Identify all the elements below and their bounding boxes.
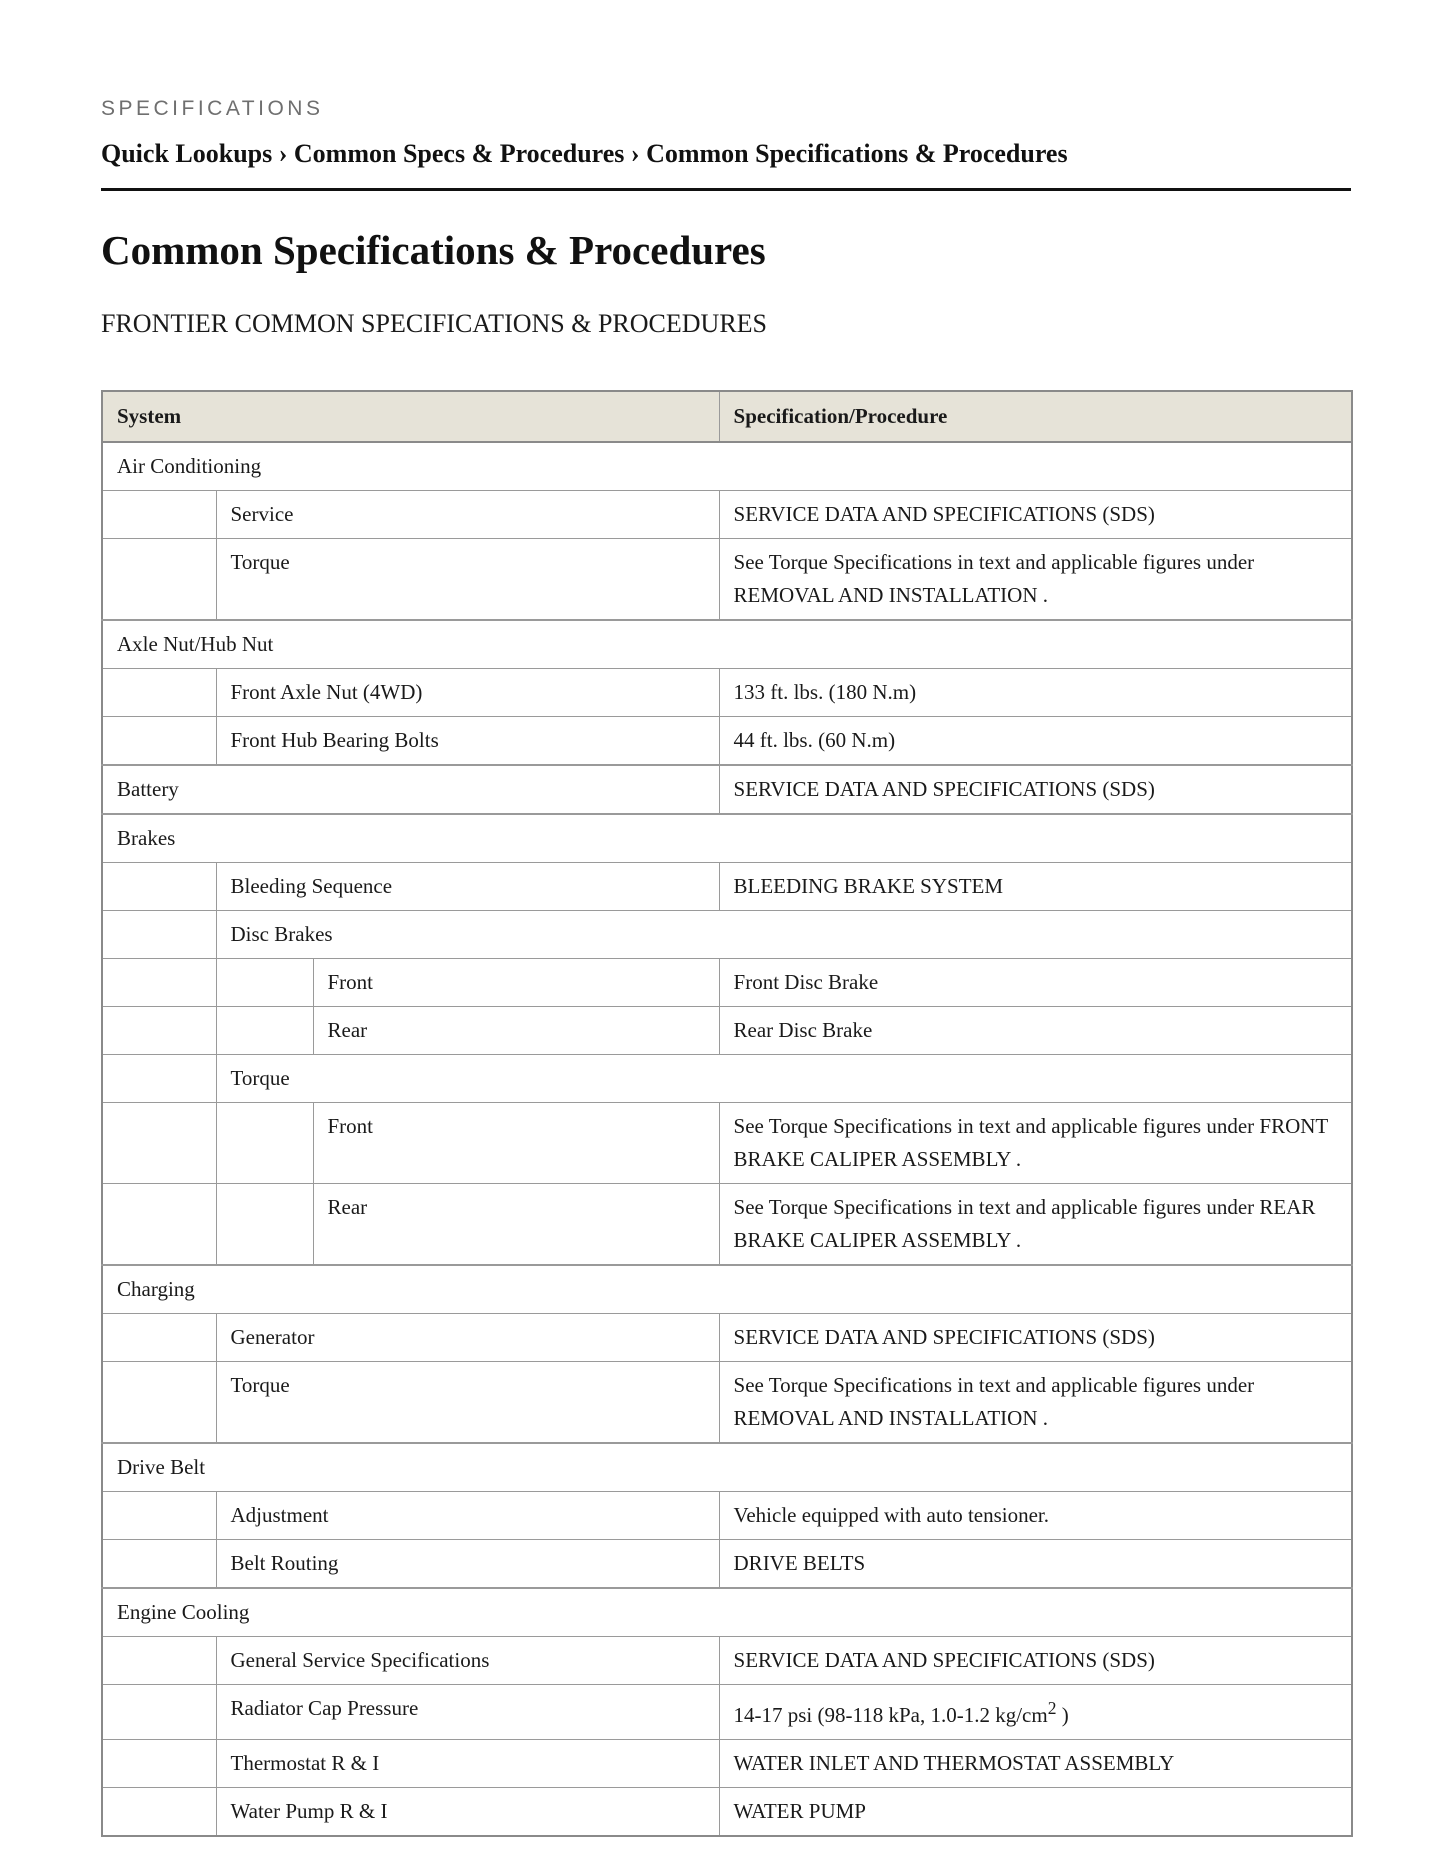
spec-cell: See Torque Specifications in text and applicable figures under REMOVAL AND INSTALLATION .	[719, 539, 1352, 621]
spec-cell	[719, 1685, 1352, 1740]
system-cell: Battery	[102, 765, 719, 814]
table-row-group	[102, 814, 1352, 863]
table-row	[102, 1314, 1352, 1362]
spec-cell: SERVICE DATA AND SPECIFICATIONS (SDS)	[719, 765, 1352, 814]
table-row	[102, 1103, 1352, 1184]
indent-cell	[102, 717, 216, 766]
table-row	[102, 959, 1352, 1007]
indent-cell	[102, 1637, 216, 1685]
table-row	[102, 1540, 1352, 1589]
system-cell: Engine Cooling	[102, 1588, 1352, 1637]
indent-cell	[102, 911, 216, 959]
page-title: Common Specifications & Procedures	[101, 227, 766, 273]
table-row	[102, 911, 1352, 959]
spec-cell: See Torque Specifications in text and applicable figures under FRONT BRAKE CALIPER ASSEMBLY .	[719, 1103, 1352, 1184]
indent-cell	[102, 959, 216, 1007]
spec-cell: WATER INLET AND THERMOSTAT ASSEMBLY	[719, 1740, 1352, 1788]
section-kicker: SPECIFICATIONS	[101, 97, 324, 120]
subsystem-cell: Belt Routing	[216, 1540, 719, 1589]
indent-cell	[102, 1314, 216, 1362]
component-cell: Front	[313, 1103, 719, 1184]
column-header-specification: Specification/Procedure	[719, 391, 1352, 442]
table-row-group	[102, 1443, 1352, 1492]
table-row	[102, 1492, 1352, 1540]
spec-cell: Vehicle equipped with auto tensioner.	[719, 1492, 1352, 1540]
spec-cell: See Torque Specifications in text and applicable figures under REMOVAL AND INSTALLATION .	[719, 1362, 1352, 1444]
spec-cell: SERVICE DATA AND SPECIFICATIONS (SDS)	[719, 1637, 1352, 1685]
table-row	[102, 1685, 1352, 1740]
subsystem-cell: Torque	[216, 1362, 719, 1444]
table-row	[102, 491, 1352, 539]
spec-cell: WATER PUMP	[719, 1788, 1352, 1837]
spec-cell: 133 ft. lbs. (180 N.m)	[719, 669, 1352, 717]
page-subtitle: FRONTIER COMMON SPECIFICATIONS & PROCEDURES	[101, 309, 767, 338]
table-row-group	[102, 765, 1352, 814]
system-cell: Brakes	[102, 814, 1352, 863]
subsystem-cell: Torque	[216, 1055, 1352, 1103]
indent-cell	[216, 1184, 313, 1266]
indent-cell	[102, 1184, 216, 1266]
indent-cell	[216, 1103, 313, 1184]
column-header-system: System	[102, 391, 719, 442]
spec-cell: SERVICE DATA AND SPECIFICATIONS (SDS)	[719, 1314, 1352, 1362]
spec-cell: See Torque Specifications in text and applicable figures under REAR BRAKE CALIPER ASSEMBLY .	[719, 1184, 1352, 1266]
table-row	[102, 1055, 1352, 1103]
subsystem-cell: Radiator Cap Pressure	[216, 1685, 719, 1740]
table-row	[102, 1637, 1352, 1685]
indent-cell	[102, 1362, 216, 1444]
superscript: 2	[1047, 1698, 1057, 1718]
specifications-table	[101, 390, 1353, 1837]
table-row	[102, 1362, 1352, 1444]
subsystem-cell: Disc Brakes	[216, 911, 1352, 959]
header-divider	[101, 188, 1351, 191]
spec-text: 14-17 psi (98-118 kPa, 1.0-1.2 kg/cm	[733, 1703, 1048, 1727]
table-row	[102, 717, 1352, 766]
indent-cell	[102, 491, 216, 539]
subsystem-cell: Service	[216, 491, 719, 539]
indent-cell	[102, 1685, 216, 1740]
table-row-group	[102, 442, 1352, 491]
indent-cell	[102, 1055, 216, 1103]
indent-cell	[216, 1007, 313, 1055]
indent-cell	[102, 539, 216, 621]
system-cell: Drive Belt	[102, 1443, 1352, 1492]
subsystem-cell: Thermostat R & I	[216, 1740, 719, 1788]
system-cell: Axle Nut/Hub Nut	[102, 620, 1352, 669]
indent-cell	[102, 863, 216, 911]
system-cell: Air Conditioning	[102, 442, 1352, 491]
spec-cell: BLEEDING BRAKE SYSTEM	[719, 863, 1352, 911]
table-row-group	[102, 1265, 1352, 1314]
table-row-group	[102, 1588, 1352, 1637]
spec-cell: 44 ft. lbs. (60 N.m)	[719, 717, 1352, 766]
component-cell: Rear	[313, 1184, 719, 1266]
table-row	[102, 1740, 1352, 1788]
subsystem-cell: Front Hub Bearing Bolts	[216, 717, 719, 766]
indent-cell	[102, 1492, 216, 1540]
subsystem-cell: Front Axle Nut (4WD)	[216, 669, 719, 717]
spec-cell: Rear Disc Brake	[719, 1007, 1352, 1055]
indent-cell	[102, 1103, 216, 1184]
subsystem-cell: Bleeding Sequence	[216, 863, 719, 911]
table-row	[102, 1788, 1352, 1837]
component-cell: Front	[313, 959, 719, 1007]
indent-cell	[102, 1740, 216, 1788]
subsystem-cell: Water Pump R & I	[216, 1788, 719, 1837]
component-cell: Rear	[313, 1007, 719, 1055]
subsystem-cell: General Service Specifications	[216, 1637, 719, 1685]
spec-cell: DRIVE BELTS	[719, 1540, 1352, 1589]
spec-text-end: )	[1056, 1703, 1069, 1727]
indent-cell	[102, 669, 216, 717]
table-row-group	[102, 620, 1352, 669]
indent-cell	[102, 1788, 216, 1837]
subsystem-cell: Torque	[216, 539, 719, 621]
table-row	[102, 669, 1352, 717]
system-cell: Charging	[102, 1265, 1352, 1314]
table-header-row	[102, 391, 1352, 442]
spec-cell: Front Disc Brake	[719, 959, 1352, 1007]
breadcrumb: Quick Lookups › Common Specs & Procedures › Common Specifications & Procedures	[101, 139, 1068, 168]
subsystem-cell: Adjustment	[216, 1492, 719, 1540]
indent-cell	[102, 1540, 216, 1589]
subsystem-cell: Generator	[216, 1314, 719, 1362]
table-row	[102, 1184, 1352, 1266]
table-row	[102, 863, 1352, 911]
table-row	[102, 1007, 1352, 1055]
table-row	[102, 539, 1352, 621]
indent-cell	[102, 1007, 216, 1055]
spec-cell: SERVICE DATA AND SPECIFICATIONS (SDS)	[719, 491, 1352, 539]
indent-cell	[216, 959, 313, 1007]
